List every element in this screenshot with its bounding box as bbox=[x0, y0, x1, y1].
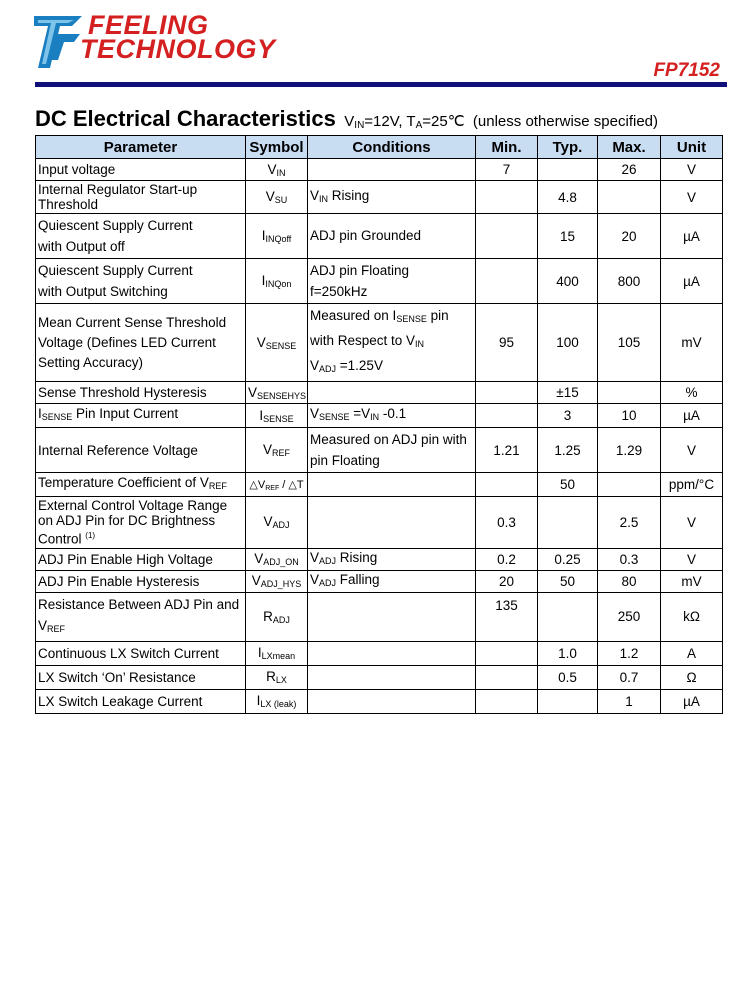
symbol-cell: $I_{LXmean}$ bbox=[246, 641, 308, 665]
min-cell: 1.21 bbox=[476, 428, 538, 473]
symbol-cell: $R_{LX}$ bbox=[246, 665, 308, 689]
max-cell: 1.29 bbox=[598, 428, 661, 473]
typ-cell bbox=[538, 689, 598, 713]
parameter-cell: Internal Regulator Start-up Threshold bbox=[36, 181, 246, 214]
symbol-cell: $V_{SENSE}$ bbox=[246, 304, 308, 382]
parameter-cell: LX Switch ‘On’ Resistance bbox=[36, 665, 246, 689]
column-header: Parameter bbox=[36, 136, 246, 159]
typ-cell: 50 bbox=[538, 473, 598, 497]
symbol-cell: $V_{SENSEHYS}$ bbox=[246, 382, 308, 404]
symbol-cell: $V_{ADJ\_HYS}$ bbox=[246, 570, 308, 592]
min-cell: 135 bbox=[476, 592, 538, 641]
symbol-cell: $\triangle V_{REF}$ / △T bbox=[246, 473, 308, 497]
max-cell: 20 bbox=[598, 214, 661, 259]
min-cell bbox=[476, 214, 538, 259]
conditions-cell bbox=[308, 592, 476, 641]
column-header: Symbol bbox=[246, 136, 308, 159]
typ-cell: 1.0 bbox=[538, 641, 598, 665]
column-header: Conditions bbox=[308, 136, 476, 159]
typ-cell: ±15 bbox=[538, 382, 598, 404]
table-row bbox=[36, 592, 723, 641]
symbol-cell: $I_{INQon}$ bbox=[246, 259, 308, 304]
typ-cell bbox=[538, 159, 598, 181]
unit-cell: V bbox=[661, 159, 723, 181]
typ-cell: 0.5 bbox=[538, 665, 598, 689]
conditions-cell bbox=[308, 665, 476, 689]
parameter-cell: $I_{SENSE}$ Pin Input Current bbox=[36, 404, 246, 428]
parameter-cell: ADJ Pin Enable Hysteresis bbox=[36, 570, 246, 592]
symbol-cell: $I_{SENSE}$ bbox=[246, 404, 308, 428]
max-cell: 0.3 bbox=[598, 548, 661, 570]
conditions-cell: $V_{ADJ}$ Falling bbox=[308, 570, 476, 592]
min-cell bbox=[476, 473, 538, 497]
max-cell: 0.7 bbox=[598, 665, 661, 689]
unit-cell: % bbox=[661, 382, 723, 404]
max-cell bbox=[598, 382, 661, 404]
symbol-cell: $V_{IN}$ bbox=[246, 159, 308, 181]
conditions-cell: ADJ pin Grounded bbox=[308, 214, 476, 259]
company-logo-icon bbox=[34, 12, 84, 70]
table-header-row bbox=[36, 136, 723, 159]
conditions-cell: $V_{IN}$ Rising bbox=[308, 181, 476, 214]
max-cell bbox=[598, 181, 661, 214]
table-row bbox=[36, 159, 723, 181]
conditions-cell: $V_{ADJ}$ Rising bbox=[308, 548, 476, 570]
conditions-cell: $V_{SENSE} =V_{IN}$ -0.1 bbox=[308, 404, 476, 428]
conditions-cell bbox=[308, 473, 476, 497]
table-row bbox=[36, 181, 723, 214]
table-row bbox=[36, 473, 723, 497]
min-cell bbox=[476, 259, 538, 304]
parameter-cell: ADJ Pin Enable High Voltage bbox=[36, 548, 246, 570]
table-row bbox=[36, 548, 723, 570]
unit-cell: Ω bbox=[661, 665, 723, 689]
symbol-cell: $V_{REF}$ bbox=[246, 428, 308, 473]
typ-cell: 400 bbox=[538, 259, 598, 304]
symbol-cell: $R_{ADJ}$ bbox=[246, 592, 308, 641]
conditions-cell bbox=[308, 689, 476, 713]
min-cell bbox=[476, 382, 538, 404]
symbol-cell: $V_{ADJ\_ON}$ bbox=[246, 548, 308, 570]
conditions-cell: Measured on $I_{SENSE}$ pin with Respect to $V_{IN}$ $V_{ADJ} =1.25V$ bbox=[308, 304, 476, 382]
company-name-line1: FEELING bbox=[88, 10, 209, 40]
typ-cell: 50 bbox=[538, 570, 598, 592]
table-row bbox=[36, 689, 723, 713]
conditions-cell bbox=[308, 159, 476, 181]
parameter-cell: Quiescent Supply Current with Output Switching bbox=[36, 259, 246, 304]
parameter-cell: Quiescent Supply Current with Output off bbox=[36, 214, 246, 259]
max-cell: 800 bbox=[598, 259, 661, 304]
table-row bbox=[36, 404, 723, 428]
symbol-cell: $V_{ADJ}$ bbox=[246, 497, 308, 549]
unit-cell: V bbox=[661, 497, 723, 549]
typ-cell: 100 bbox=[538, 304, 598, 382]
unit-cell: V bbox=[661, 428, 723, 473]
min-cell bbox=[476, 404, 538, 428]
parameter-cell: Continuous LX Switch Current bbox=[36, 641, 246, 665]
unit-cell: V bbox=[661, 181, 723, 214]
parameter-cell: Resistance Between ADJ Pin and $V_{REF}$ bbox=[36, 592, 246, 641]
conditions-cell bbox=[308, 382, 476, 404]
symbol-cell: $I_{LX (leak)}$ bbox=[246, 689, 308, 713]
unit-cell: kΩ bbox=[661, 592, 723, 641]
parameter-cell: Temperature Coefficient of $V_{REF}$ bbox=[36, 473, 246, 497]
column-header: Unit bbox=[661, 136, 723, 159]
min-cell: 95 bbox=[476, 304, 538, 382]
min-cell bbox=[476, 641, 538, 665]
typ-cell: 3 bbox=[538, 404, 598, 428]
header-divider bbox=[35, 82, 727, 87]
table-row bbox=[36, 259, 723, 304]
part-number: FP7152 bbox=[653, 60, 720, 81]
max-cell bbox=[598, 473, 661, 497]
unit-cell: mV bbox=[661, 304, 723, 382]
column-header: Typ. bbox=[538, 136, 598, 159]
section-title-text: DC Electrical Characteristics bbox=[35, 106, 336, 131]
unit-cell: µA bbox=[661, 689, 723, 713]
parameter-cell: LX Switch Leakage Current bbox=[36, 689, 246, 713]
typ-cell: 1.25 bbox=[538, 428, 598, 473]
typ-cell bbox=[538, 497, 598, 549]
table-row bbox=[36, 214, 723, 259]
unit-cell: mV bbox=[661, 570, 723, 592]
typ-cell: 15 bbox=[538, 214, 598, 259]
parameter-cell: Sense Threshold Hysteresis bbox=[36, 382, 246, 404]
typ-cell bbox=[538, 592, 598, 641]
table-row bbox=[36, 641, 723, 665]
parameter-cell: Mean Current Sense Threshold Voltage (Defines LED Current Setting Accuracy) bbox=[36, 304, 246, 382]
max-cell: 26 bbox=[598, 159, 661, 181]
company-name-line2: TECHNOLOGY bbox=[80, 34, 276, 64]
min-cell: 20 bbox=[476, 570, 538, 592]
max-cell: 10 bbox=[598, 404, 661, 428]
parameter-cell: Internal Reference Voltage bbox=[36, 428, 246, 473]
min-cell: 0.2 bbox=[476, 548, 538, 570]
typ-cell: 4.8 bbox=[538, 181, 598, 214]
symbol-cell: $V_{SU}$ bbox=[246, 181, 308, 214]
table-row bbox=[36, 304, 723, 382]
conditions-cell bbox=[308, 497, 476, 549]
unit-cell: µA bbox=[661, 214, 723, 259]
unit-cell: ppm/°C bbox=[661, 473, 723, 497]
conditions-cell bbox=[308, 641, 476, 665]
max-cell: 2.5 bbox=[598, 497, 661, 549]
unit-cell: A bbox=[661, 641, 723, 665]
parameter-cell: Input voltage bbox=[36, 159, 246, 181]
max-cell: 1 bbox=[598, 689, 661, 713]
max-cell: 105 bbox=[598, 304, 661, 382]
unit-cell: V bbox=[661, 548, 723, 570]
min-cell bbox=[476, 689, 538, 713]
unit-cell: µA bbox=[661, 404, 723, 428]
symbol-cell: $I_{INQoff}$ bbox=[246, 214, 308, 259]
conditions-cell: Measured on ADJ pin with pin Floating bbox=[308, 428, 476, 473]
max-cell: 80 bbox=[598, 570, 661, 592]
table-row bbox=[36, 570, 723, 592]
unit-cell: µA bbox=[661, 259, 723, 304]
section-test-conditions: $V_{IN}=12V$, $T_A=25℃$ (unless otherwise specified) bbox=[344, 113, 659, 131]
table-row bbox=[36, 497, 723, 549]
parameter-cell: External Control Voltage Range on ADJ Pin for DC Brightness Control $^{(1)}$ bbox=[36, 497, 246, 549]
max-cell: 250 bbox=[598, 592, 661, 641]
column-header: Max. bbox=[598, 136, 661, 159]
typ-cell: 0.25 bbox=[538, 548, 598, 570]
max-cell: 1.2 bbox=[598, 641, 661, 665]
min-cell bbox=[476, 665, 538, 689]
table-row bbox=[36, 665, 723, 689]
min-cell: 0.3 bbox=[476, 497, 538, 549]
conditions-cell: ADJ pin Floating f=250kHz bbox=[308, 259, 476, 304]
table-row bbox=[36, 382, 723, 404]
column-header: Min. bbox=[476, 136, 538, 159]
section-title bbox=[35, 106, 658, 132]
min-cell: 7 bbox=[476, 159, 538, 181]
dc-characteristics-table bbox=[35, 135, 723, 714]
min-cell bbox=[476, 181, 538, 214]
table-row bbox=[36, 428, 723, 473]
